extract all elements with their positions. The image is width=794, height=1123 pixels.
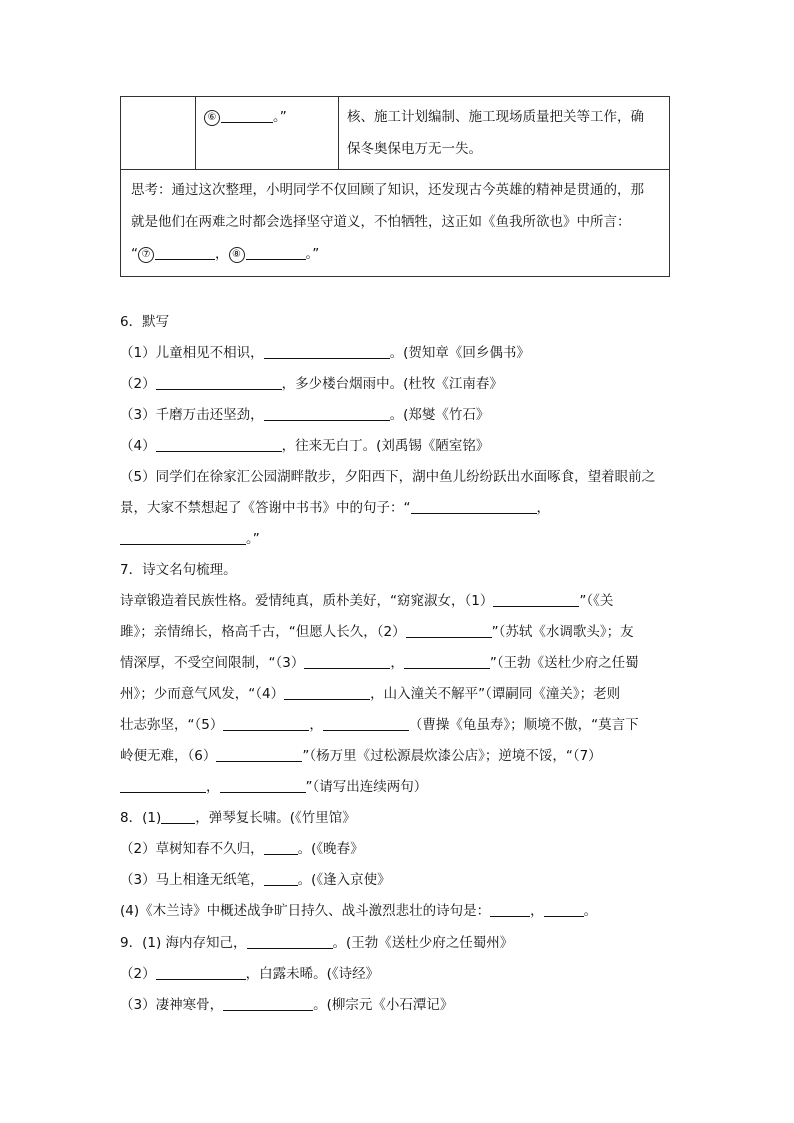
table-cell-middle	[196, 97, 339, 170]
text-line	[120, 369, 680, 400]
text-segment: 。(王勃《送杜少府之任蜀州》	[332, 935, 514, 951]
text-segment: 壮志弥坚，“（5）	[120, 717, 224, 733]
text-segment: 。(《晚春》	[297, 841, 364, 857]
text-line	[120, 772, 680, 803]
text-segment: （2）	[120, 376, 156, 392]
answer-blank[interactable]	[264, 406, 390, 421]
text-segment: （曹操《龟虽寿》；顺境不傲，“莫言下	[408, 717, 639, 733]
answer-blank[interactable]	[223, 996, 313, 1011]
answer-blank[interactable]	[404, 654, 490, 669]
text-segment: 岭便无难，（6）	[120, 748, 217, 764]
text-segment: “	[131, 246, 138, 262]
table-row	[121, 97, 670, 170]
text-segment: 景，大家不禁想起了《答谢中书书》中的句子：“	[120, 500, 411, 516]
text-line	[120, 834, 680, 865]
answer-blank[interactable]	[284, 685, 370, 700]
thinking-cell	[121, 170, 670, 277]
answer-blank[interactable]	[411, 499, 537, 514]
text-segment: 。”	[305, 246, 320, 262]
answer-blank[interactable]	[246, 245, 306, 260]
text-line	[120, 803, 680, 834]
cell-text-line: 思考：通过这次整理，小明同学不仅回顾了知识，还发现古今英雄的精神是贯通的，那	[131, 182, 644, 198]
answer-blank[interactable]	[156, 375, 282, 390]
circled-number: ⑥	[204, 110, 220, 126]
text-segment: (4)《木兰诗》中概述战争旷日持久、战斗激烈悲壮的诗句是：	[120, 903, 491, 919]
text-segment: 。”	[273, 109, 287, 125]
text-segment: （3）千磨万击还坚劲，	[120, 407, 264, 423]
text-segment: ，	[309, 717, 323, 733]
text-segment: 雎》；亲情绵长，格高千古，“但愿人长久，（2）	[120, 624, 406, 640]
text-segment: 州》；少而意气风发，“（4）	[120, 686, 285, 702]
answer-blank[interactable]	[323, 716, 409, 731]
answer-blank[interactable]	[406, 623, 492, 638]
text-line	[120, 928, 680, 959]
text-segment: 9．(1) 海内存知己，	[120, 935, 247, 951]
text-segment: 情深厚，不受空间限制，“（3）	[120, 655, 305, 671]
text-segment: ，	[215, 246, 229, 262]
text-segment: 。(柳宗元《小石潭记》	[313, 997, 454, 1013]
text-segment: ，白露未晞。(《诗经》	[245, 966, 380, 982]
text-line	[120, 990, 680, 1021]
text-segment: ”（王勃《送杜少府之任蜀	[489, 655, 639, 671]
text-segment: （3）马上相逢无纸笔，	[120, 872, 264, 888]
text-segment: ”（杨万里《过松源晨炊漆公店》；逆境不馁，“（7）	[302, 748, 602, 764]
answer-blank[interactable]	[155, 245, 215, 260]
question-8	[120, 803, 680, 927]
text-line	[120, 648, 680, 679]
answer-blank[interactable]	[223, 716, 309, 731]
text-line	[120, 896, 680, 927]
answer-blank[interactable]	[156, 437, 282, 452]
answer-blank[interactable]	[264, 840, 298, 855]
text-line	[120, 431, 680, 462]
question-6	[120, 307, 680, 555]
cell-text-line: 保冬奥保电万无一失。	[347, 141, 482, 157]
text-line	[120, 741, 680, 772]
cell-text-line: 就是他们在两难之时都会选择坚守道义，不怕牺牲，这正如《鱼我所欲也》中所言：	[131, 214, 631, 230]
question-9	[120, 928, 680, 1021]
answer-blank[interactable]	[120, 530, 246, 545]
table-cell-right	[339, 97, 670, 170]
text-line	[120, 959, 680, 990]
text-segment: 。(《逢入京使》	[297, 872, 391, 888]
text-line	[120, 679, 680, 710]
review-table	[120, 96, 670, 277]
text-segment: （3）凄神寒骨，	[120, 997, 224, 1013]
answer-blank[interactable]	[493, 592, 579, 607]
answer-blank[interactable]	[544, 902, 584, 917]
answer-blank[interactable]	[216, 747, 302, 762]
circled-number: ⑧	[229, 247, 245, 263]
text-segment: ，弹琴复长啸。(《竹里馆》	[195, 810, 356, 826]
answer-blank[interactable]	[161, 809, 195, 824]
text-line: （5）同学们在徐家汇公园湖畔散步，夕阳西下，湖中鱼儿纷纷跃出水面啄食，望着眼前之	[120, 469, 656, 485]
text-segment: 。”	[246, 531, 260, 547]
cell-text-line	[131, 238, 661, 270]
answer-blank[interactable]	[247, 934, 333, 949]
text-line	[120, 586, 680, 617]
text-segment: 。	[583, 903, 598, 919]
text-line	[120, 617, 680, 648]
question-title: 6．默写	[120, 314, 170, 330]
text-segment: （2）	[120, 966, 156, 982]
text-segment: ”（《关	[579, 593, 614, 609]
answer-blank[interactable]	[304, 654, 390, 669]
text-segment: ，山入潼关不解平”（谭嗣同《潼关》；老则	[370, 686, 621, 702]
text-line	[120, 493, 680, 524]
answer-blank[interactable]	[156, 965, 246, 980]
question-7	[120, 555, 680, 803]
circled-number: ⑦	[138, 247, 154, 263]
text-line	[120, 865, 680, 896]
answer-blank[interactable]	[220, 778, 306, 793]
text-line	[120, 338, 680, 369]
text-segment: ，多少楼台烟雨中。(杜牧《江南春》	[281, 376, 503, 392]
question-title: 7．诗文名句梳理。	[120, 562, 237, 578]
text-segment: ”（请写出连续两句）	[305, 779, 428, 795]
answer-blank[interactable]	[264, 871, 298, 886]
table-cell-empty	[121, 97, 196, 170]
text-line	[120, 710, 680, 741]
text-segment: ，往来无白丁。(刘禹锡《陋室铭》	[281, 438, 490, 454]
text-segment: （4）	[120, 438, 156, 454]
answer-blank[interactable]	[264, 344, 390, 359]
text-line	[120, 400, 680, 431]
text-segment: ，	[390, 655, 404, 671]
text-segment: ”（苏轼《水调歌头》；友	[491, 624, 634, 640]
answer-blank[interactable]	[221, 108, 273, 123]
text-segment: 。(郑燮《竹石》	[389, 407, 490, 423]
text-segment: ，	[530, 903, 544, 919]
table-row-thinking	[121, 170, 670, 277]
text-segment: 诗章锻造着民族性格。爱情纯真，质朴美好，“窈窕淑女，（1）	[120, 593, 494, 609]
cell-text-line: 核、施工计划编制、施工现场质量把关等工作，确	[347, 109, 644, 125]
text-segment: ，	[206, 779, 220, 795]
text-segment: （2）草树知春不久归，	[120, 841, 264, 857]
answer-blank[interactable]	[490, 902, 530, 917]
text-segment: ，	[536, 500, 550, 516]
text-segment: （1）儿童相见不相识，	[120, 345, 264, 361]
text-segment: 8．(1)	[120, 810, 162, 826]
text-segment: 。(贺知章《回乡偶书》	[389, 345, 530, 361]
text-line	[120, 524, 680, 555]
answer-blank[interactable]	[120, 778, 206, 793]
